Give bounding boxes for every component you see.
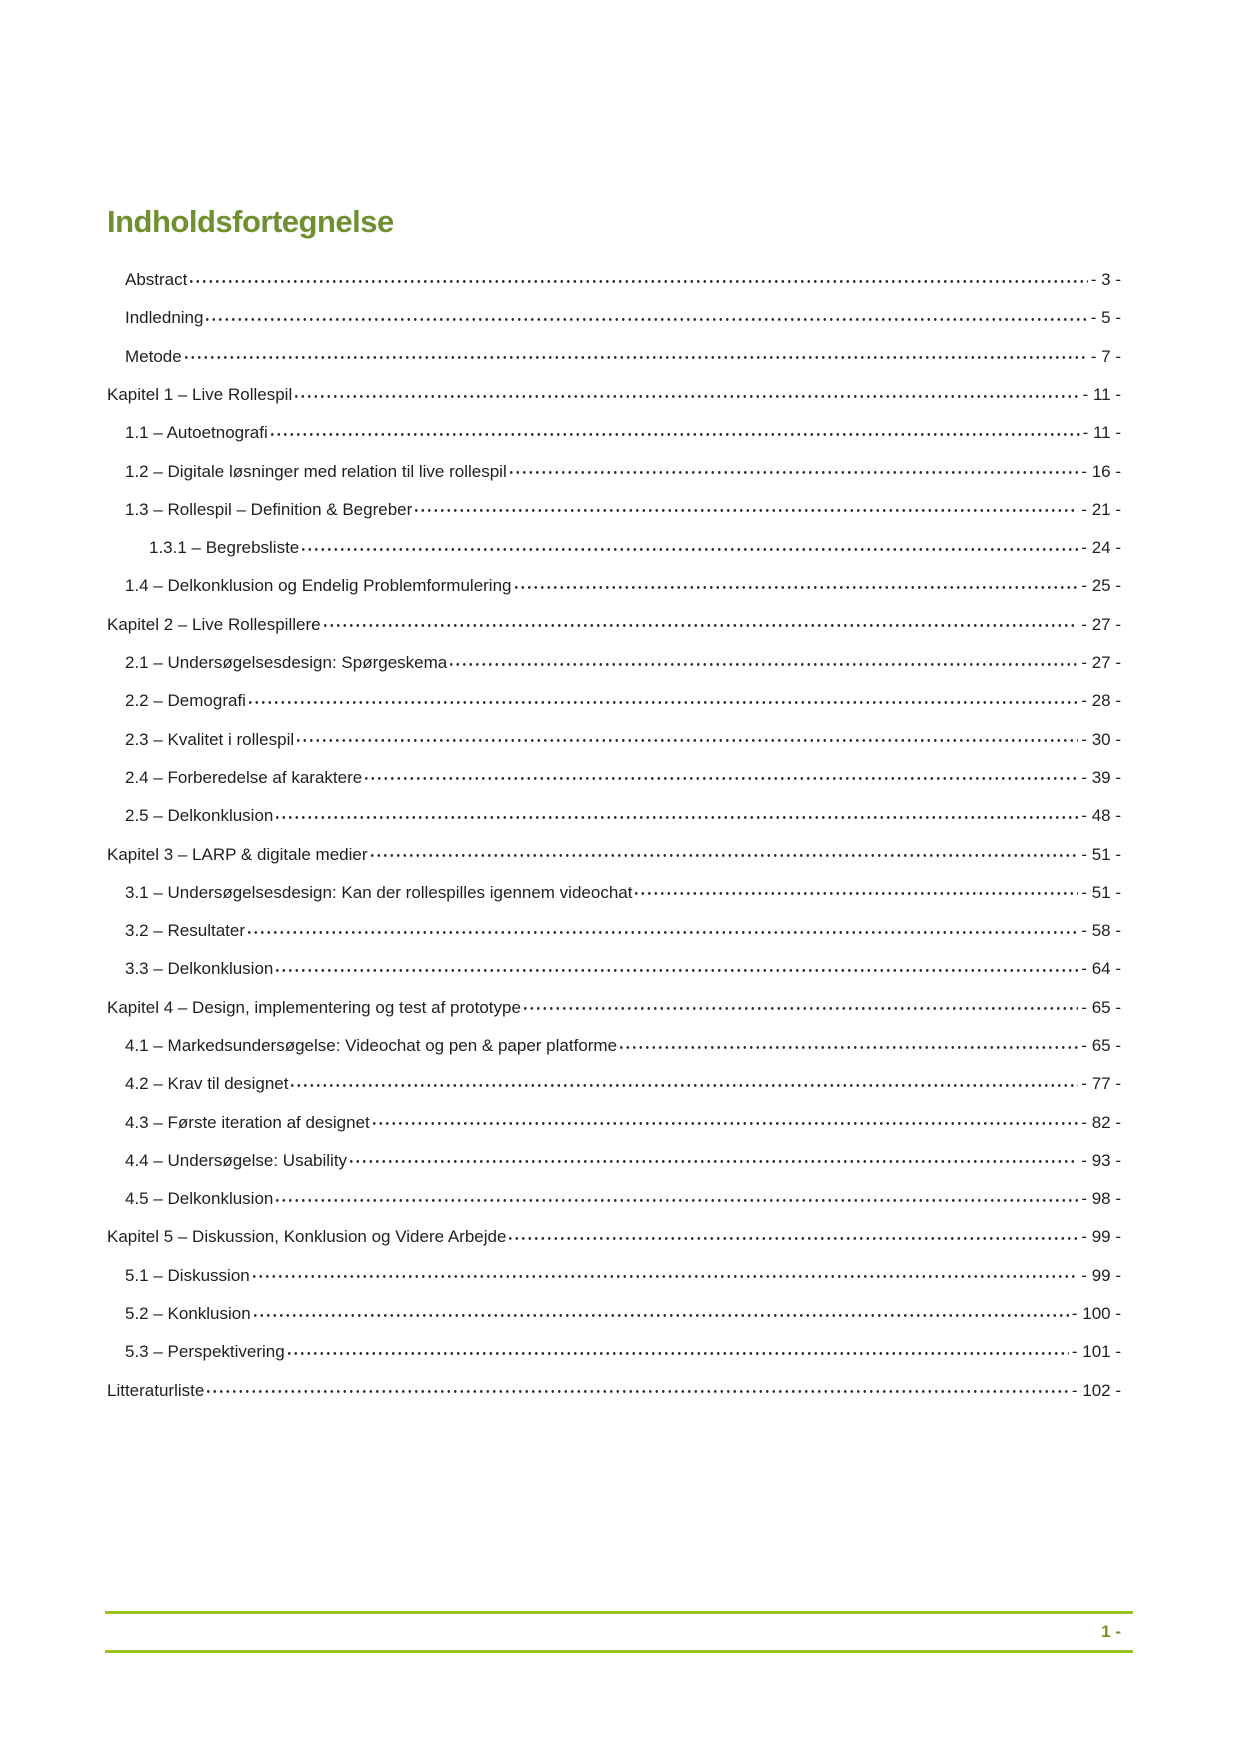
toc-entry-page: - 64 - [1081,959,1121,979]
toc-entry[interactable] [107,329,1121,367]
toc-entry[interactable] [107,482,1121,520]
toc-entry-label: 3.3 – Delkonklusion [125,959,274,979]
toc-entry-page: - 25 - [1081,576,1121,596]
toc-entry-label: 3.1 – Undersøgelsesdesign: Kan der rollespilles igennem videochat [125,882,633,902]
toc-dot-leader [206,290,1087,328]
toc-entry-page: - 48 - [1081,806,1121,826]
toc-entry[interactable] [107,903,1121,941]
toc-entry[interactable] [107,367,1121,405]
toc-entry-page: - 51 - [1081,844,1121,864]
toc-entry-page: - 11 - [1082,423,1121,443]
toc-entry-page: - 21 - [1081,499,1121,519]
toc-entry-page: - 102 - [1071,1380,1121,1400]
toc-dot-leader [249,673,1078,711]
toc-entry[interactable] [107,1209,1121,1247]
toc-dot-leader [371,826,1079,864]
toc-dot-leader [253,1248,1079,1286]
footer-rule-bottom [105,1650,1133,1653]
toc-entry-label: Abstract [125,270,188,290]
toc-dot-leader [276,788,1078,826]
toc-entry-label: 1.1 – Autoetnografi [125,423,268,443]
toc-dot-leader [291,1056,1078,1094]
toc-entry-label: 4.4 – Undersøgelse: Usability [125,1150,348,1170]
toc-entry-label: 1.4 – Delkonklusion og Endelig Problemformulering [125,576,512,596]
toc-entry-label: 5.1 – Diskussion [125,1265,250,1285]
toc-dot-leader [415,482,1078,520]
toc-dot-leader [635,865,1078,903]
toc-entry-label: Kapitel 1 – Live Rollespil [107,384,293,404]
toc-list [107,252,1121,1401]
toc-entry-label: Kapitel 2 – Live Rollespillere [107,614,321,634]
page-footer [105,1611,1133,1653]
toc-entry-label: Kapitel 3 – LARP & digitale medier [107,844,368,864]
toc-entry[interactable] [107,405,1121,443]
toc-entry[interactable] [107,635,1121,673]
toc-entry-page: - 65 - [1081,1035,1121,1055]
toc-entry-label: 1.3.1 – Begrebsliste [149,538,300,558]
toc-entry[interactable] [107,1363,1121,1401]
toc-entry-label: 2.3 – Kvalitet i rollespil [125,729,295,749]
toc-entry[interactable] [107,1095,1121,1133]
toc-entry-page: - 27 - [1081,653,1121,673]
toc-entry[interactable] [107,1248,1121,1286]
toc-entry-label: 5.2 – Konklusion [125,1304,251,1324]
toc-entry-label: 4.2 – Krav til designet [125,1074,289,1094]
toc-dot-leader [288,1324,1069,1362]
toc-entry[interactable] [107,1018,1121,1056]
toc-entry-page: - 7 - [1090,346,1121,366]
toc-entry[interactable] [107,290,1121,328]
toc-entry-page: - 5 - [1090,308,1121,328]
toc-entry-label: Indledning [125,308,204,328]
toc-entry[interactable] [107,520,1121,558]
toc-dot-leader [276,941,1078,979]
toc-dot-leader [450,635,1078,673]
toc-entry[interactable] [107,865,1121,903]
toc-dot-leader [509,1209,1078,1247]
toc-entry[interactable] [107,941,1121,979]
toc-entry-label: 1.2 – Digitale løsninger med relation til live rollespil [125,461,507,481]
toc-dot-leader [350,1133,1078,1171]
toc-dot-leader [297,712,1078,750]
toc-entry-label: 1.3 – Rollespil – Definition & Begreber [125,499,413,519]
toc-entry[interactable] [107,1171,1121,1209]
toc-entry-page: - 11 - [1082,384,1121,404]
toc-dot-leader [324,597,1079,635]
toc-entry-page: - 101 - [1071,1342,1121,1362]
toc-entry-page: - 100 - [1071,1304,1121,1324]
toc-entry-page: - 27 - [1081,614,1121,634]
toc-dot-leader [373,1095,1079,1133]
toc-entry-label: 2.4 – Forberedelse af karaktere [125,767,363,787]
toc-entry-label: 2.2 – Demografi [125,691,246,711]
toc-entry-page: - 58 - [1081,921,1121,941]
toc-entry[interactable] [107,597,1121,635]
toc-entry[interactable] [107,788,1121,826]
toc-entry-page: - 77 - [1081,1074,1121,1094]
toc-dot-leader [295,367,1079,405]
toc-dot-leader [207,1363,1069,1401]
toc-entry-label: 2.5 – Delkonklusion [125,806,274,826]
toc-entry[interactable] [107,1056,1121,1094]
toc-entry[interactable] [107,558,1121,596]
toc-entry[interactable] [107,750,1121,788]
toc-dot-leader [515,558,1079,596]
toc-dot-leader [254,1286,1069,1324]
toc-entry[interactable] [107,980,1121,1018]
toc-entry-page: - 93 - [1081,1150,1121,1170]
toc-entry-label: 4.3 – Første iteration af designet [125,1112,370,1132]
toc-entry-label: 3.2 – Resultater [125,921,246,941]
toc-entry-page: - 98 - [1081,1189,1121,1209]
page-title: Indholdsfortegnelse [107,204,394,239]
toc-entry-label: 4.1 – Markedsundersøgelse: Videochat og pen & paper platforme [125,1035,618,1055]
toc-dot-leader [190,252,1087,290]
toc-entry[interactable] [107,826,1121,864]
toc-entry[interactable] [107,712,1121,750]
toc-dot-leader [365,750,1078,788]
toc-dot-leader [302,520,1078,558]
toc-dot-leader [248,903,1078,941]
toc-entry-page: - 30 - [1081,729,1121,749]
toc-entry-page: - 3 - [1090,270,1121,290]
toc-entry[interactable] [107,252,1121,290]
toc-entry-page: - 16 - [1081,461,1121,481]
toc-entry-page: - 39 - [1081,767,1121,787]
toc-entry-page: - 24 - [1081,538,1121,558]
toc-entry-page: - 51 - [1081,882,1121,902]
toc-entry[interactable] [107,1133,1121,1171]
toc-entry-page: - 28 - [1081,691,1121,711]
toc-entry-label: 2.1 – Undersøgelsesdesign: Spørgeskema [125,653,448,673]
toc-entry-label: 5.3 – Perspektivering [125,1342,285,1362]
toc-entry-label: Litteraturliste [107,1380,205,1400]
toc-entry-label: Kapitel 4 – Design, implementering og test af prototype [107,997,521,1017]
toc-entry-label: 4.5 – Delkonklusion [125,1189,274,1209]
toc-entry[interactable] [107,673,1121,711]
footer-page-number: 1 - [1101,1622,1121,1641]
toc-dot-leader [510,443,1079,481]
toc-entry[interactable] [107,1324,1121,1362]
toc-entry-label: Metode [125,346,182,366]
toc-entry-page: - 65 - [1081,997,1121,1017]
toc-entry-page: - 99 - [1081,1227,1121,1247]
toc-dot-leader [620,1018,1078,1056]
toc-dot-leader [185,329,1088,367]
toc-entry[interactable] [107,1286,1121,1324]
toc-entry-page: - 82 - [1081,1112,1121,1132]
toc-entry-page: - 99 - [1081,1265,1121,1285]
toc-entry-label: Kapitel 5 – Diskussion, Konklusion og Videre Arbejde [107,1227,507,1247]
toc-dot-leader [271,405,1080,443]
toc-dot-leader [276,1171,1078,1209]
toc-dot-leader [524,980,1078,1018]
toc-entry[interactable] [107,443,1121,481]
